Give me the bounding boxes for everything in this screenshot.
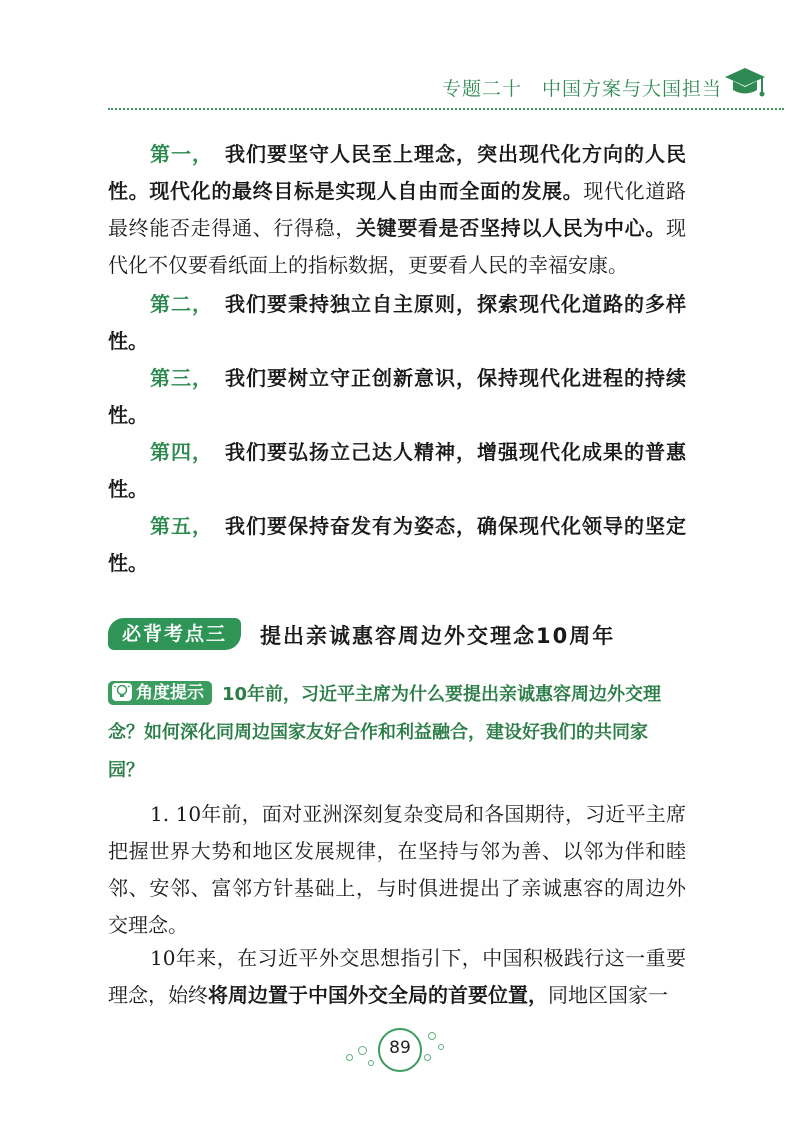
point-4-text: 我们要弘扬立己达人精神，增强现代化成果的普惠性。 [108,440,686,501]
section-heading [108,616,708,656]
point-4 [108,434,686,508]
body-paragraph-1: 1. 10年前，面对亚洲深刻复杂变局和各国期待，习近平主席把握世界大势和地区发展规律，在坚持与邻为善、以邻为伴和睦邻、安邻、富邻方针基础上，与时俱进提出了亲诚惠容的周边外交理念。 [108,802,686,937]
header-divider [108,108,784,110]
graduation-cap-icon [724,64,766,108]
hint-text: 10年前，习近平主席为什么要提出亲诚惠容周边外交理念？如何深化同周边国家友好合作和利益融合，建设好我们的共同家园？ [108,684,662,781]
page-number-badge [340,1024,460,1074]
point-1 [108,136,686,284]
point-2 [108,286,686,360]
decor-dot [438,1044,444,1050]
point-5 [108,508,686,582]
point-1-label: 第一， [150,142,213,166]
point-1-normal-2: 现代化不仅要看纸面上的指标数据，更要看人民的幸福安康。 [108,216,686,277]
hint-badge-label: 角度提示 [136,683,204,703]
point-2-label: 第二， [150,292,213,316]
decor-dot [368,1060,374,1066]
point-1-bold-2: 关键要看是否坚持以人民为中心。 [356,216,666,240]
point-2-text: 我们要秉持独立自主原则，探索现代化道路的多样性。 [108,292,686,353]
section-badge: 必背考点三 [108,618,241,650]
point-4-label: 第四， [150,440,213,464]
decor-dot [428,1032,436,1040]
decor-dot [346,1054,353,1061]
point-3 [108,360,686,434]
decor-dot [424,1054,431,1061]
body-p2-tail: 同地区国家一 [548,983,668,1007]
body-p2-normal: 10年来，在习近平外交思想指引下，中国积极践行这一重要理念，始终 [108,946,686,1007]
point-1-normal: 现代化道路最终能否走得通、行得稳， [108,179,687,240]
point-5-label: 第五， [150,514,213,538]
point-5-text: 我们要保持奋发有为姿态，确保现代化领导的坚定性。 [108,514,686,575]
page-header [0,64,800,108]
decor-dot [358,1046,367,1055]
page-number: 89 [389,1038,411,1058]
point-1-bold: 我们要坚守人民至上理念，突出现代化方向的人民性。现代化的最终目标是实现人自由而全面的发展。 [108,142,686,203]
hint-badge [108,681,212,705]
section-title: 提出亲诚惠容周边外交理念10周年 [260,624,616,648]
header-title: 专题二十 中国方案与大国担当 [441,78,722,100]
point-3-label: 第三， [150,366,213,390]
angle-hint [108,676,682,790]
body-p2-bold: 将周边置于中国外交全局的首要位置， [208,983,548,1007]
point-3-text: 我们要树立守正创新意识，保持现代化进程的持续性。 [108,366,686,427]
lightbulb-icon [112,683,132,701]
body-paragraph-2 [108,940,686,1014]
